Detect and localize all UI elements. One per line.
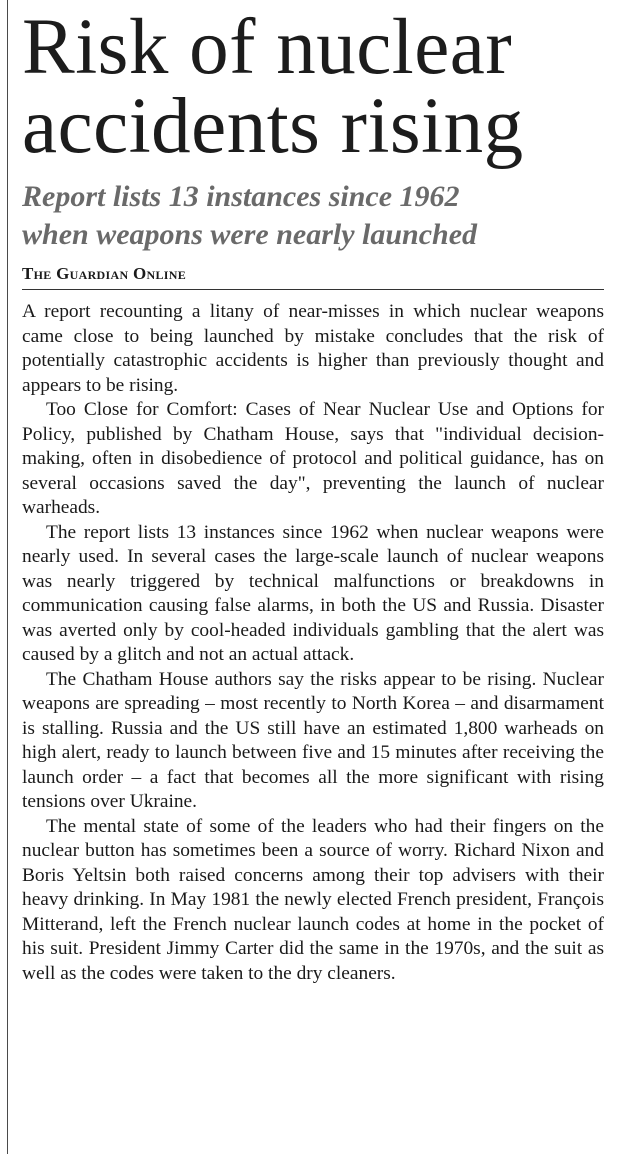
- subheadline-line-1: Report lists 13 instances since 1962: [22, 180, 460, 213]
- paragraph: A report recounting a litany of near-misses in which nuclear weapons came close to being launched by mistake concludes that the risk of potentially catastrophic accidents is higher than previously thought and appears to be rising.: [22, 301, 604, 396]
- byline-divider: [22, 289, 604, 290]
- headline-line-2: accidents rising: [22, 83, 524, 170]
- paragraph: Too Close for Comfort: Cases of Near Nuclear Use and Options for Policy, published by Chatham House, says that "individual decision-making, often in disobedience of protocol and political guidance, has on several occasions saved the day", preventing the launch of nuclear warheads.: [22, 399, 604, 518]
- column-rule: [7, 0, 8, 1154]
- article-column: [22, 4, 604, 986]
- headline-line-1: Risk of nuclear: [22, 4, 513, 91]
- subheadline-line-2: when weapons were nearly launched: [22, 218, 478, 251]
- headline: [22, 4, 604, 170]
- paragraph: The report lists 13 instances since 1962 when nuclear weapons were nearly used. In several cases the large-scale launch of nuclear weapons was nearly triggered by technical malfunctions or breakdowns in communication causing false alarms, in both the US and Russia. Disaster was averted only by cool-headed individuals gambling that the alert was caused by a glitch and not an actual attack.: [22, 521, 604, 665]
- paragraph: The Chatham House authors say the risks appear to be rising. Nuclear weapons are spreading – most recently to North Korea – and disarmament is stalling. Russia and the US still have an estimated 1,800 warheads on high alert, ready to launch between five and 15 minutes after receiving the launch order – a fact that becomes all the more significant with rising tensions over Ukraine.: [22, 668, 604, 812]
- subheadline: [22, 178, 604, 254]
- paragraph: The mental state of some of the leaders who had their fingers on the nuclear button has sometimes been a source of worry. Richard Nixon and Boris Yeltsin both raised concerns among their top advisers with their heavy drinking. In May 1981 the newly elected French president, François Mitterand, left the French nuclear launch codes at home in the pocket of his suit. President Jimmy Carter did the same in the 1970s, and the suit as well as the codes were taken to the dry cleaners.: [22, 815, 604, 984]
- article-body: [22, 300, 604, 986]
- byline: The Guardian Online: [22, 264, 186, 283]
